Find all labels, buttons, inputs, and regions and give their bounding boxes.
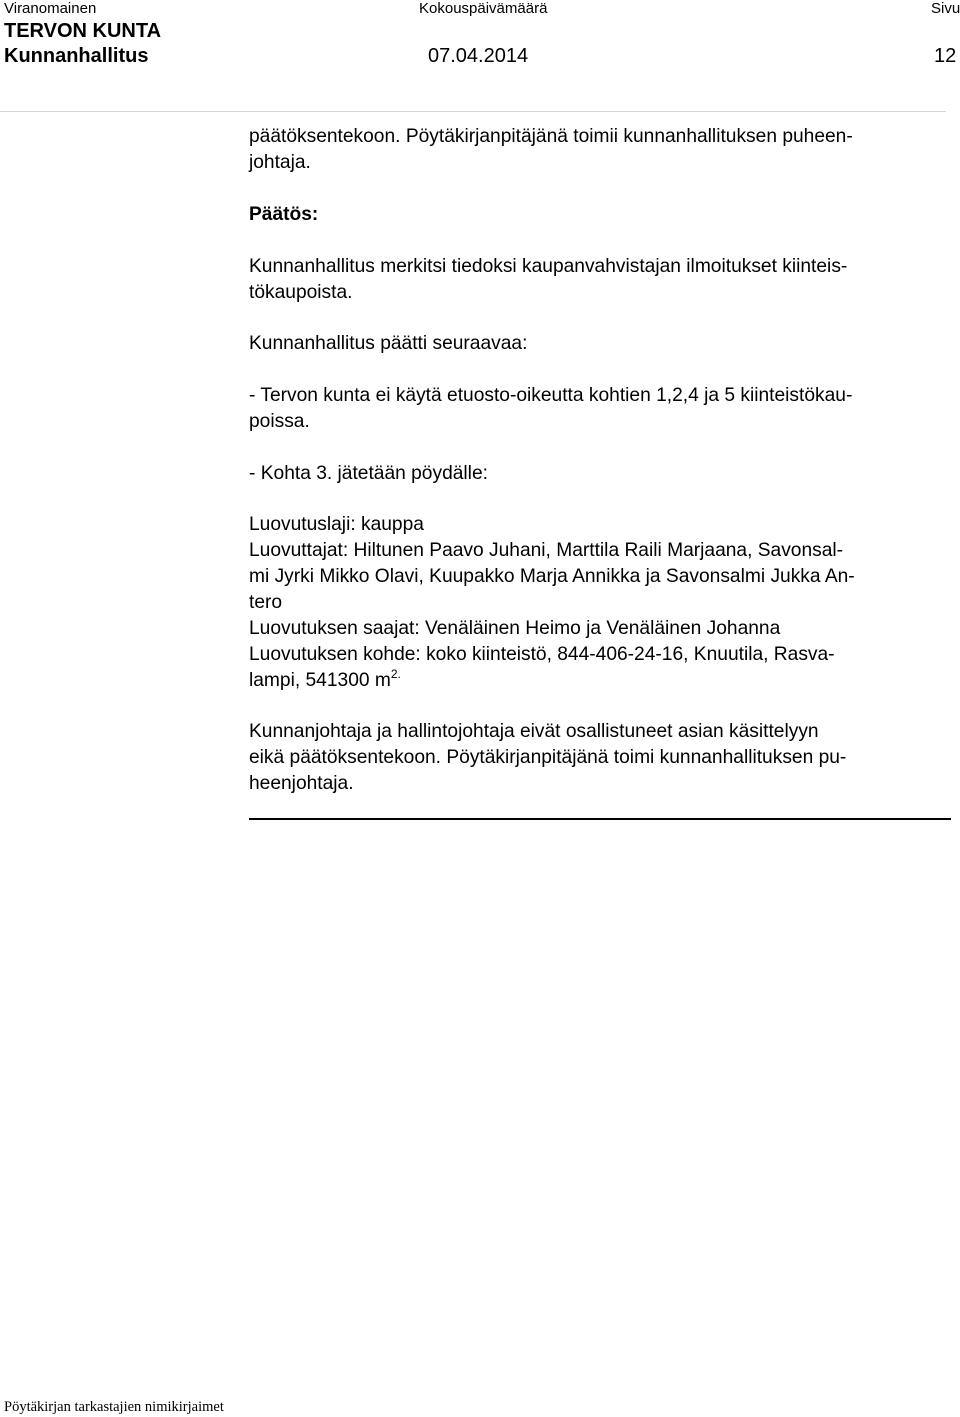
text-line: Kunnanhallitus merkitsi tiedoksi kaupanvahvistajan ilmoitukset kiinteis- [249, 256, 848, 277]
meeting-date: 07.04.2014 [428, 45, 529, 67]
paragraph-item3: - Kohta 3. jätetään pöydälle: [249, 463, 488, 484]
paragraph-disqualification [249, 719, 954, 797]
text-line: eikä päätöksentekoon. Pöytäkirjanpitäjänä toimi kunnanhallituksen pu- [249, 747, 847, 768]
text-line: päätöksentekoon. Pöytäkirjanpitäjänä toimii kunnanhallituksen puheen- [249, 126, 853, 147]
area-unit-superscript: 2. [390, 667, 401, 681]
property-line: Luovutuksen kohde: koko kiinteistö, 844-406-24-16, Knuutila, Rasva- [249, 644, 835, 665]
paragraph-preemption [249, 383, 954, 435]
property-line [249, 668, 954, 694]
text-line: heenjohtaja. [249, 773, 354, 794]
paragraph-decided: Kunnanhallitus päätti seuraavaa: [249, 333, 528, 354]
decision-heading: Päätös: [249, 204, 319, 225]
header-divider [0, 111, 946, 112]
transfer-type: Luovutuslaji: kauppa [249, 514, 424, 535]
header-page-label: Sivu [931, 0, 960, 17]
text-line: Kunnanjohtaja ja hallintojohtaja eivät osallistuneet asian käsittelyyn [249, 721, 819, 742]
page-number: 12 [934, 45, 957, 67]
property-area: lampi, 541300 m [249, 670, 391, 691]
paragraph-notice [249, 254, 954, 306]
transferors-line: tero [249, 592, 283, 613]
transferors-line: Luovuttajat: Hiltunen Paavo Juhani, Marttila Raili Marjaana, Savonsal- [249, 540, 844, 561]
header-authority-label: Viranomainen [4, 0, 97, 17]
footer-signatures-label: Pöytäkirjan tarkastajien nimikirjaimet [4, 1399, 224, 1415]
text-line: tökaupoista. [249, 282, 353, 303]
authority-name: TERVON KUNTA [4, 20, 162, 42]
text-line: poissa. [249, 411, 310, 432]
header-date-label: Kokouspäivämäärä [419, 0, 548, 17]
text-line: - Tervon kunta ei käytä etuosto-oikeutta kohtien 1,2,4 ja 5 kiinteistökau- [249, 385, 853, 406]
recipients-line: Luovutuksen saajat: Venäläinen Heimo ja Venäläinen Johanna [249, 618, 781, 639]
text-line: johtaja. [249, 152, 311, 173]
transferors-line: mi Jyrki Mikko Olavi, Kuupakko Marja Annikka ja Savonsalmi Jukka An- [249, 566, 855, 587]
body-name: Kunnanhallitus [4, 45, 149, 67]
transfer-details [249, 512, 954, 694]
section-end-rule [249, 818, 951, 820]
paragraph-continuation [249, 124, 954, 176]
